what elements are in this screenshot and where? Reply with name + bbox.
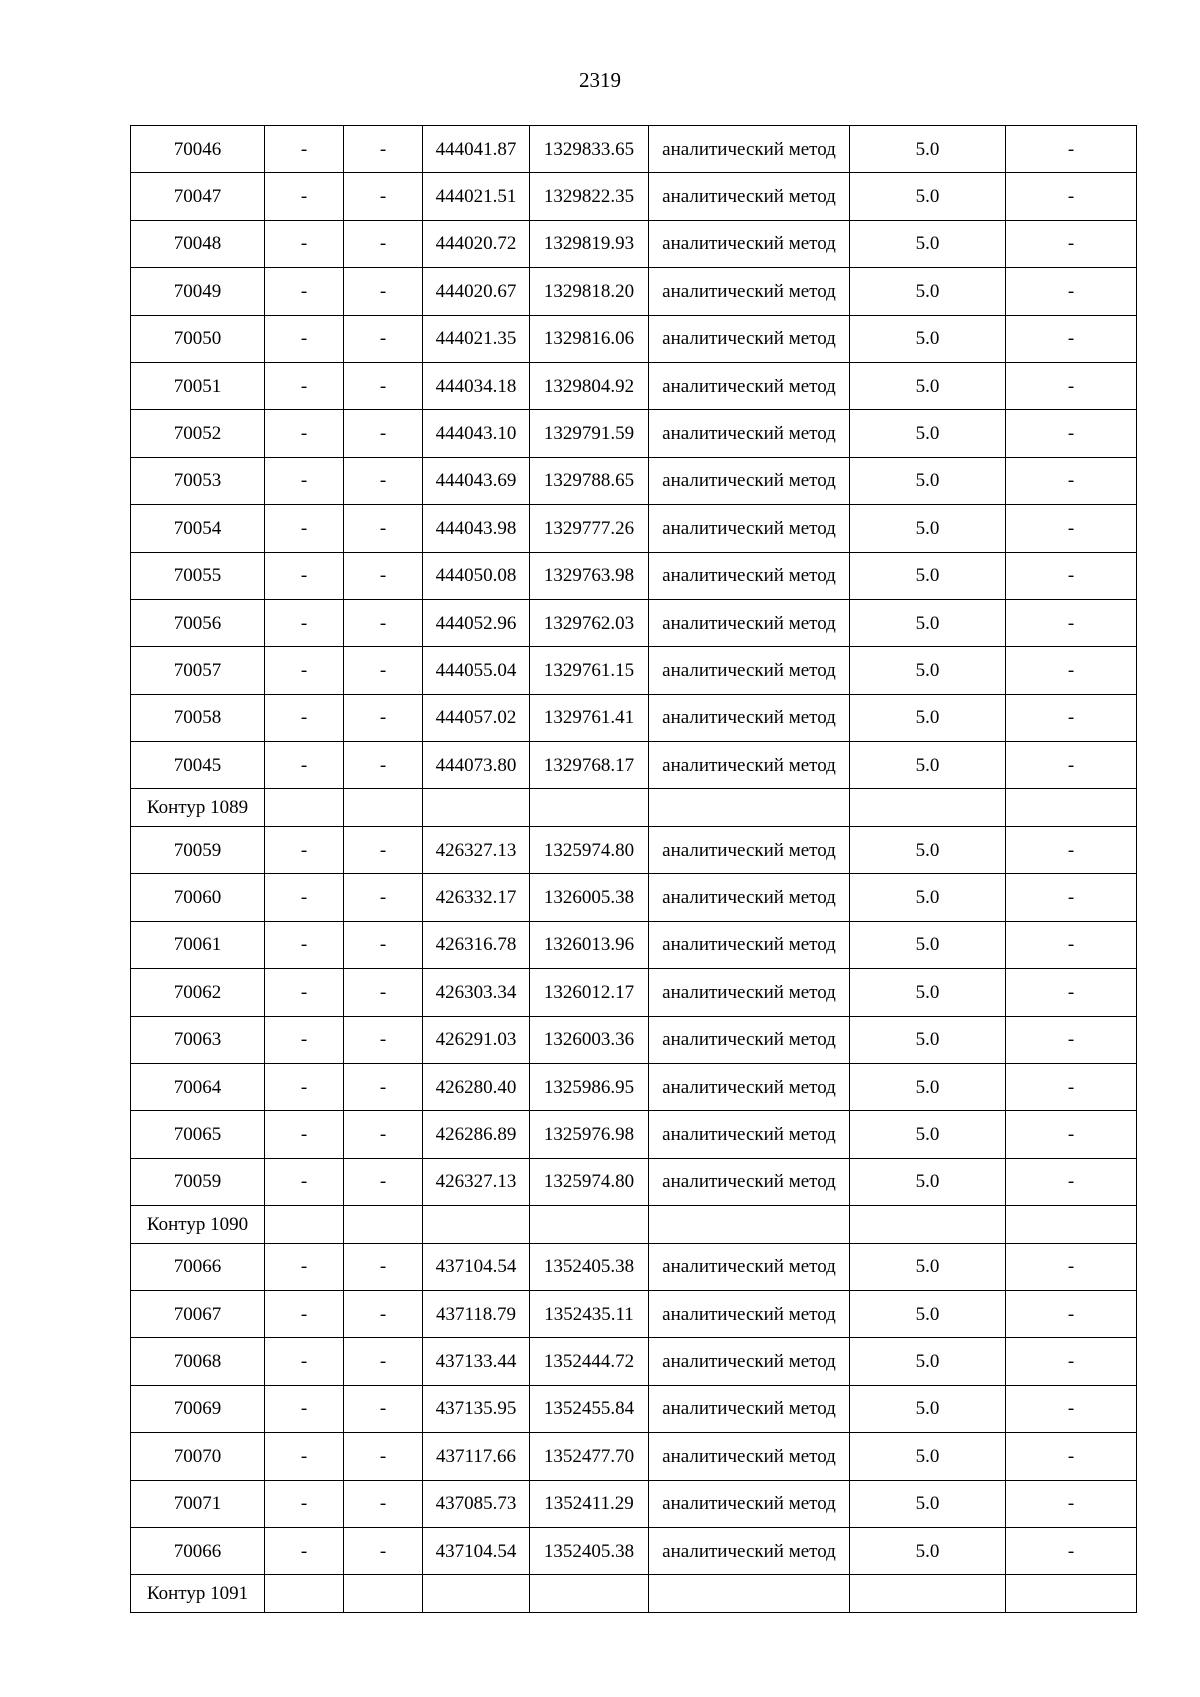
method-cell: аналитический метод — [649, 742, 850, 789]
method-cell: аналитический метод — [649, 1111, 850, 1158]
x-coordinate-cell: 444020.72 — [423, 220, 530, 267]
table-row — [131, 1016, 1137, 1063]
contour-header-row — [131, 1206, 1137, 1244]
contour-label: Контур 1090 — [131, 1206, 265, 1244]
y-coordinate-cell: 1329768.17 — [530, 742, 649, 789]
point-id-cell: 70066 — [131, 1527, 265, 1574]
point-id-cell: 70052 — [131, 410, 265, 457]
accuracy-cell: 5.0 — [850, 921, 1006, 968]
point-id-cell: 70047 — [131, 173, 265, 220]
accuracy-cell: 5.0 — [850, 315, 1006, 362]
accuracy-cell: 5.0 — [850, 362, 1006, 409]
empty-value-cell: - — [265, 1527, 344, 1574]
point-id-cell: 70065 — [131, 1111, 265, 1158]
empty-value-cell: - — [1006, 220, 1137, 267]
empty-value-cell: - — [265, 969, 344, 1016]
table-row — [131, 410, 1137, 457]
empty-value-cell: - — [344, 1243, 423, 1290]
accuracy-cell: 5.0 — [850, 505, 1006, 552]
y-coordinate-cell: 1325986.95 — [530, 1063, 649, 1110]
table-row — [131, 126, 1137, 173]
table-row — [131, 315, 1137, 362]
accuracy-cell: 5.0 — [850, 220, 1006, 267]
table-row — [131, 599, 1137, 646]
empty-value-cell: - — [344, 552, 423, 599]
accuracy-cell: 5.0 — [850, 410, 1006, 457]
empty-value-cell: - — [265, 921, 344, 968]
empty-value-cell: - — [1006, 1527, 1137, 1574]
empty-value-cell: - — [344, 1338, 423, 1385]
method-cell: аналитический метод — [649, 969, 850, 1016]
page-number: 2319 — [579, 68, 621, 92]
empty-cell — [850, 1575, 1006, 1613]
y-coordinate-cell: 1329762.03 — [530, 599, 649, 646]
accuracy-cell: 5.0 — [850, 874, 1006, 921]
y-coordinate-cell: 1329833.65 — [530, 126, 649, 173]
table-row — [131, 552, 1137, 599]
empty-value-cell: - — [1006, 457, 1137, 504]
y-coordinate-cell: 1352411.29 — [530, 1480, 649, 1527]
empty-value-cell: - — [344, 1480, 423, 1527]
empty-value-cell: - — [344, 1433, 423, 1480]
point-id-cell: 70066 — [131, 1243, 265, 1290]
x-coordinate-cell: 444073.80 — [423, 742, 530, 789]
contour-header-row — [131, 1575, 1137, 1613]
x-coordinate-cell: 444041.87 — [423, 126, 530, 173]
empty-value-cell: - — [265, 126, 344, 173]
y-coordinate-cell: 1326003.36 — [530, 1016, 649, 1063]
empty-value-cell: - — [265, 362, 344, 409]
empty-value-cell: - — [1006, 647, 1137, 694]
empty-value-cell: - — [1006, 552, 1137, 599]
table-row — [131, 1480, 1137, 1527]
x-coordinate-cell: 437117.66 — [423, 1433, 530, 1480]
empty-value-cell: - — [344, 1527, 423, 1574]
table-row — [131, 1385, 1137, 1432]
empty-value-cell: - — [1006, 1063, 1137, 1110]
table-row — [131, 1243, 1137, 1290]
x-coordinate-cell: 437104.54 — [423, 1243, 530, 1290]
method-cell: аналитический метод — [649, 220, 850, 267]
method-cell: аналитический метод — [649, 599, 850, 646]
accuracy-cell: 5.0 — [850, 647, 1006, 694]
empty-value-cell: - — [344, 268, 423, 315]
empty-value-cell: - — [344, 362, 423, 409]
empty-value-cell: - — [344, 1158, 423, 1205]
table-row — [131, 1063, 1137, 1110]
coordinates-table-body — [131, 126, 1137, 1613]
empty-value-cell: - — [265, 1338, 344, 1385]
empty-cell — [423, 789, 530, 827]
empty-value-cell: - — [1006, 921, 1137, 968]
empty-value-cell: - — [1006, 1290, 1137, 1337]
empty-value-cell: - — [265, 1016, 344, 1063]
empty-cell — [530, 1575, 649, 1613]
empty-value-cell: - — [265, 1158, 344, 1205]
empty-value-cell: - — [265, 826, 344, 873]
empty-value-cell: - — [1006, 1158, 1137, 1205]
accuracy-cell: 5.0 — [850, 1385, 1006, 1432]
x-coordinate-cell: 444043.69 — [423, 457, 530, 504]
method-cell: аналитический метод — [649, 694, 850, 741]
empty-value-cell: - — [265, 1480, 344, 1527]
method-cell: аналитический метод — [649, 173, 850, 220]
x-coordinate-cell: 444021.35 — [423, 315, 530, 362]
accuracy-cell: 5.0 — [850, 552, 1006, 599]
method-cell: аналитический метод — [649, 505, 850, 552]
empty-value-cell: - — [265, 220, 344, 267]
empty-cell — [423, 1575, 530, 1613]
empty-value-cell: - — [344, 457, 423, 504]
y-coordinate-cell: 1329822.35 — [530, 173, 649, 220]
empty-value-cell: - — [1006, 362, 1137, 409]
method-cell: аналитический метод — [649, 126, 850, 173]
x-coordinate-cell: 437085.73 — [423, 1480, 530, 1527]
y-coordinate-cell: 1326005.38 — [530, 874, 649, 921]
y-coordinate-cell: 1329777.26 — [530, 505, 649, 552]
empty-value-cell: - — [1006, 694, 1137, 741]
accuracy-cell: 5.0 — [850, 742, 1006, 789]
empty-cell — [265, 1206, 344, 1244]
empty-value-cell: - — [265, 874, 344, 921]
method-cell: аналитический метод — [649, 1063, 850, 1110]
empty-value-cell: - — [1006, 1480, 1137, 1527]
table-row — [131, 874, 1137, 921]
x-coordinate-cell: 437104.54 — [423, 1527, 530, 1574]
point-id-cell: 70068 — [131, 1338, 265, 1385]
x-coordinate-cell: 426291.03 — [423, 1016, 530, 1063]
point-id-cell: 70059 — [131, 1158, 265, 1205]
point-id-cell: 70060 — [131, 874, 265, 921]
table-row — [131, 826, 1137, 873]
accuracy-cell: 5.0 — [850, 1527, 1006, 1574]
method-cell: аналитический метод — [649, 1243, 850, 1290]
table-row — [131, 173, 1137, 220]
point-id-cell: 70070 — [131, 1433, 265, 1480]
empty-value-cell: - — [1006, 969, 1137, 1016]
table-row — [131, 1158, 1137, 1205]
x-coordinate-cell: 444050.08 — [423, 552, 530, 599]
empty-value-cell: - — [265, 173, 344, 220]
empty-value-cell: - — [1006, 410, 1137, 457]
empty-value-cell: - — [1006, 874, 1137, 921]
empty-value-cell: - — [344, 742, 423, 789]
empty-value-cell: - — [344, 921, 423, 968]
y-coordinate-cell: 1352444.72 — [530, 1338, 649, 1385]
y-coordinate-cell: 1326012.17 — [530, 969, 649, 1016]
point-id-cell: 70056 — [131, 599, 265, 646]
method-cell: аналитический метод — [649, 647, 850, 694]
method-cell: аналитический метод — [649, 1290, 850, 1337]
accuracy-cell: 5.0 — [850, 126, 1006, 173]
method-cell: аналитический метод — [649, 457, 850, 504]
accuracy-cell: 5.0 — [850, 1433, 1006, 1480]
point-id-cell: 70061 — [131, 921, 265, 968]
y-coordinate-cell: 1329819.93 — [530, 220, 649, 267]
empty-value-cell: - — [265, 1385, 344, 1432]
empty-cell — [530, 789, 649, 827]
table-row — [131, 362, 1137, 409]
empty-value-cell: - — [1006, 742, 1137, 789]
x-coordinate-cell: 426332.17 — [423, 874, 530, 921]
method-cell: аналитический метод — [649, 1338, 850, 1385]
empty-cell — [344, 789, 423, 827]
method-cell: аналитический метод — [649, 1433, 850, 1480]
empty-cell — [649, 1575, 850, 1613]
table-row — [131, 969, 1137, 1016]
point-id-cell: 70046 — [131, 126, 265, 173]
accuracy-cell: 5.0 — [850, 1111, 1006, 1158]
empty-value-cell: - — [1006, 1385, 1137, 1432]
x-coordinate-cell: 426327.13 — [423, 826, 530, 873]
table-row — [131, 1111, 1137, 1158]
y-coordinate-cell: 1329761.15 — [530, 647, 649, 694]
empty-value-cell: - — [265, 742, 344, 789]
empty-value-cell: - — [265, 1111, 344, 1158]
method-cell: аналитический метод — [649, 315, 850, 362]
empty-value-cell: - — [344, 1290, 423, 1337]
coordinates-table — [130, 125, 1137, 1613]
accuracy-cell: 5.0 — [850, 1338, 1006, 1385]
x-coordinate-cell: 426303.34 — [423, 969, 530, 1016]
empty-value-cell: - — [344, 173, 423, 220]
empty-value-cell: - — [1006, 1243, 1137, 1290]
method-cell: аналитический метод — [649, 921, 850, 968]
empty-value-cell: - — [1006, 1338, 1137, 1385]
empty-value-cell: - — [265, 694, 344, 741]
table-row — [131, 1527, 1137, 1574]
y-coordinate-cell: 1352435.11 — [530, 1290, 649, 1337]
empty-cell — [530, 1206, 649, 1244]
method-cell: аналитический метод — [649, 410, 850, 457]
table-row — [131, 457, 1137, 504]
point-id-cell: 70048 — [131, 220, 265, 267]
empty-cell — [265, 1575, 344, 1613]
x-coordinate-cell: 444043.98 — [423, 505, 530, 552]
method-cell: аналитический метод — [649, 1158, 850, 1205]
point-id-cell: 70055 — [131, 552, 265, 599]
accuracy-cell: 5.0 — [850, 1158, 1006, 1205]
table-row — [131, 268, 1137, 315]
accuracy-cell: 5.0 — [850, 826, 1006, 873]
method-cell: аналитический метод — [649, 362, 850, 409]
empty-value-cell: - — [1006, 1433, 1137, 1480]
table-row — [131, 694, 1137, 741]
accuracy-cell: 5.0 — [850, 173, 1006, 220]
y-coordinate-cell: 1326013.96 — [530, 921, 649, 968]
method-cell: аналитический метод — [649, 826, 850, 873]
empty-value-cell: - — [265, 1290, 344, 1337]
empty-value-cell: - — [265, 268, 344, 315]
empty-cell — [344, 1206, 423, 1244]
empty-value-cell: - — [344, 410, 423, 457]
empty-value-cell: - — [344, 1063, 423, 1110]
y-coordinate-cell: 1329791.59 — [530, 410, 649, 457]
method-cell: аналитический метод — [649, 874, 850, 921]
table-row — [131, 1290, 1137, 1337]
empty-value-cell: - — [344, 1111, 423, 1158]
point-id-cell: 70045 — [131, 742, 265, 789]
method-cell: аналитический метод — [649, 1480, 850, 1527]
empty-cell — [344, 1575, 423, 1613]
table-row — [131, 742, 1137, 789]
point-id-cell: 70050 — [131, 315, 265, 362]
contour-label: Контур 1089 — [131, 789, 265, 827]
y-coordinate-cell: 1325974.80 — [530, 826, 649, 873]
empty-value-cell: - — [344, 647, 423, 694]
x-coordinate-cell: 426327.13 — [423, 1158, 530, 1205]
empty-cell — [649, 789, 850, 827]
empty-value-cell: - — [344, 599, 423, 646]
point-id-cell: 70064 — [131, 1063, 265, 1110]
empty-value-cell: - — [265, 1433, 344, 1480]
empty-value-cell: - — [344, 1016, 423, 1063]
table-row — [131, 505, 1137, 552]
point-id-cell: 70067 — [131, 1290, 265, 1337]
table-row — [131, 921, 1137, 968]
empty-cell — [1006, 789, 1137, 827]
table-row — [131, 1433, 1137, 1480]
x-coordinate-cell: 426316.78 — [423, 921, 530, 968]
x-coordinate-cell: 426286.89 — [423, 1111, 530, 1158]
empty-value-cell: - — [1006, 315, 1137, 362]
empty-value-cell: - — [344, 1385, 423, 1432]
accuracy-cell: 5.0 — [850, 694, 1006, 741]
method-cell: аналитический метод — [649, 552, 850, 599]
empty-value-cell: - — [344, 874, 423, 921]
x-coordinate-cell: 437133.44 — [423, 1338, 530, 1385]
empty-value-cell: - — [1006, 505, 1137, 552]
point-id-cell: 70069 — [131, 1385, 265, 1432]
empty-value-cell: - — [265, 315, 344, 362]
empty-value-cell: - — [1006, 268, 1137, 315]
point-id-cell: 70059 — [131, 826, 265, 873]
x-coordinate-cell: 444057.02 — [423, 694, 530, 741]
y-coordinate-cell: 1352405.38 — [530, 1527, 649, 1574]
empty-value-cell: - — [1006, 599, 1137, 646]
y-coordinate-cell: 1329761.41 — [530, 694, 649, 741]
y-coordinate-cell: 1329818.20 — [530, 268, 649, 315]
table-row — [131, 1338, 1137, 1385]
point-id-cell: 70053 — [131, 457, 265, 504]
y-coordinate-cell: 1352455.84 — [530, 1385, 649, 1432]
point-id-cell: 70062 — [131, 969, 265, 1016]
table-row — [131, 647, 1137, 694]
empty-value-cell: - — [344, 220, 423, 267]
x-coordinate-cell: 426280.40 — [423, 1063, 530, 1110]
method-cell: аналитический метод — [649, 1527, 850, 1574]
point-id-cell: 70071 — [131, 1480, 265, 1527]
point-id-cell: 70058 — [131, 694, 265, 741]
y-coordinate-cell: 1329763.98 — [530, 552, 649, 599]
empty-value-cell: - — [265, 1063, 344, 1110]
y-coordinate-cell: 1329788.65 — [530, 457, 649, 504]
point-id-cell: 70051 — [131, 362, 265, 409]
empty-value-cell: - — [344, 969, 423, 1016]
y-coordinate-cell: 1329804.92 — [530, 362, 649, 409]
empty-value-cell: - — [344, 694, 423, 741]
empty-value-cell: - — [344, 315, 423, 362]
empty-cell — [265, 789, 344, 827]
method-cell: аналитический метод — [649, 268, 850, 315]
accuracy-cell: 5.0 — [850, 268, 1006, 315]
y-coordinate-cell: 1329816.06 — [530, 315, 649, 362]
empty-cell — [850, 789, 1006, 827]
y-coordinate-cell: 1325976.98 — [530, 1111, 649, 1158]
empty-cell — [649, 1206, 850, 1244]
method-cell: аналитический метод — [649, 1385, 850, 1432]
empty-value-cell: - — [344, 826, 423, 873]
y-coordinate-cell: 1325974.80 — [530, 1158, 649, 1205]
empty-value-cell: - — [265, 505, 344, 552]
x-coordinate-cell: 444020.67 — [423, 268, 530, 315]
x-coordinate-cell: 444021.51 — [423, 173, 530, 220]
empty-value-cell: - — [1006, 826, 1137, 873]
empty-value-cell: - — [265, 1243, 344, 1290]
point-id-cell: 70049 — [131, 268, 265, 315]
contour-label: Контур 1091 — [131, 1575, 265, 1613]
accuracy-cell: 5.0 — [850, 457, 1006, 504]
x-coordinate-cell: 444043.10 — [423, 410, 530, 457]
x-coordinate-cell: 444055.04 — [423, 647, 530, 694]
empty-value-cell: - — [344, 126, 423, 173]
empty-value-cell: - — [265, 410, 344, 457]
empty-value-cell: - — [265, 647, 344, 694]
contour-header-row — [131, 789, 1137, 827]
y-coordinate-cell: 1352477.70 — [530, 1433, 649, 1480]
accuracy-cell: 5.0 — [850, 1480, 1006, 1527]
empty-cell — [1006, 1206, 1137, 1244]
accuracy-cell: 5.0 — [850, 1063, 1006, 1110]
accuracy-cell: 5.0 — [850, 599, 1006, 646]
empty-value-cell: - — [1006, 1016, 1137, 1063]
empty-cell — [1006, 1575, 1137, 1613]
empty-value-cell: - — [1006, 1111, 1137, 1158]
x-coordinate-cell: 444052.96 — [423, 599, 530, 646]
empty-value-cell: - — [265, 599, 344, 646]
table-row — [131, 220, 1137, 267]
empty-cell — [850, 1206, 1006, 1244]
point-id-cell: 70054 — [131, 505, 265, 552]
x-coordinate-cell: 437135.95 — [423, 1385, 530, 1432]
empty-value-cell: - — [344, 505, 423, 552]
y-coordinate-cell: 1352405.38 — [530, 1243, 649, 1290]
point-id-cell: 70057 — [131, 647, 265, 694]
empty-value-cell: - — [1006, 126, 1137, 173]
empty-value-cell: - — [265, 552, 344, 599]
accuracy-cell: 5.0 — [850, 1016, 1006, 1063]
accuracy-cell: 5.0 — [850, 1290, 1006, 1337]
x-coordinate-cell: 437118.79 — [423, 1290, 530, 1337]
empty-value-cell: - — [265, 457, 344, 504]
point-id-cell: 70063 — [131, 1016, 265, 1063]
x-coordinate-cell: 444034.18 — [423, 362, 530, 409]
accuracy-cell: 5.0 — [850, 1243, 1006, 1290]
method-cell: аналитический метод — [649, 1016, 850, 1063]
empty-cell — [423, 1206, 530, 1244]
accuracy-cell: 5.0 — [850, 969, 1006, 1016]
empty-value-cell: - — [1006, 173, 1137, 220]
